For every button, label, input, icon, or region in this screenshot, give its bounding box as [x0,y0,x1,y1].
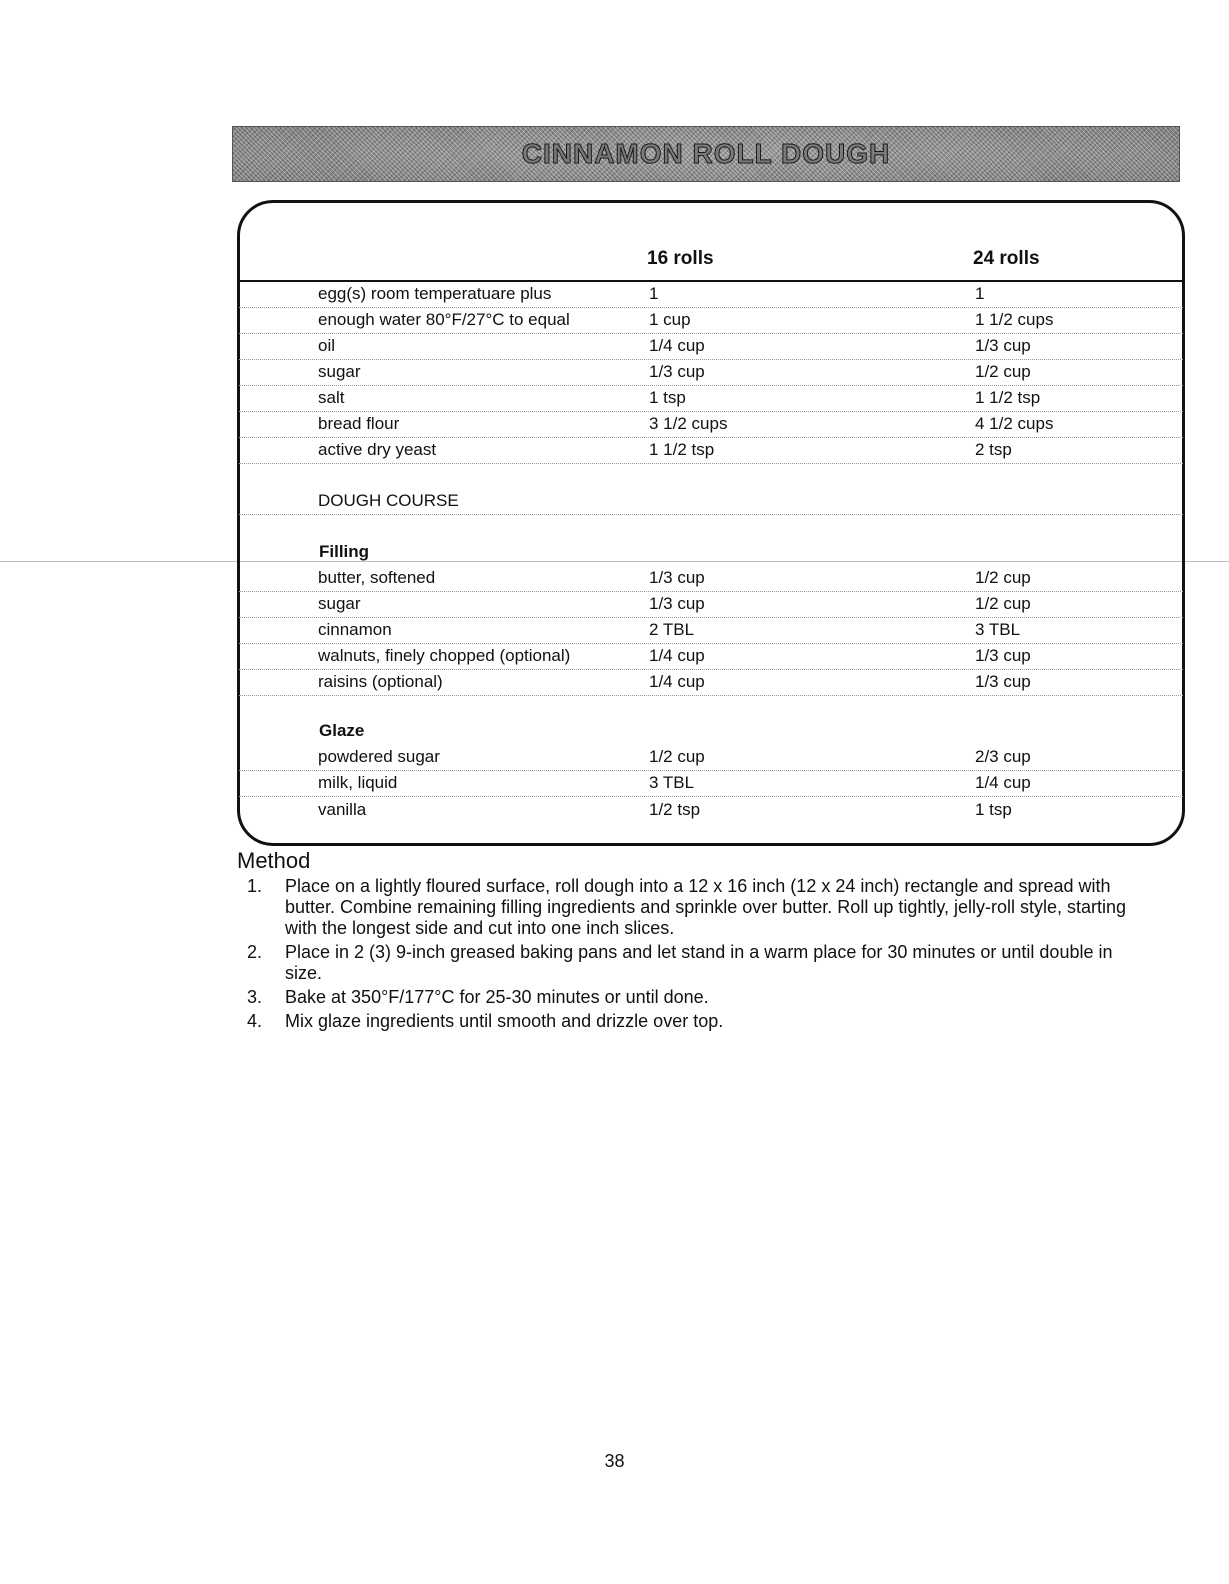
ingredient-amount-16: 1 tsp [649,388,686,407]
ingredient-name: bread flour [318,414,400,433]
ingredient-amount-24: 4 1/2 cups [975,414,1054,433]
ingredient-amount-16: 1/3 cup [649,594,705,613]
ingredient-row [239,360,1183,386]
ingredient-amount-16: 1 [649,284,659,303]
ingredient-amount-16: 1 cup [649,310,691,329]
ingredient-amount-24: 1 1/2 tsp [975,388,1041,407]
ingredient-name: vanilla [318,800,367,819]
ingredient-amount-16: 3 1/2 cups [649,414,728,433]
ingredient-name: powdered sugar [318,747,440,766]
ingredient-row [239,412,1183,438]
ingredient-name: oil [318,336,336,355]
ingredient-amount-24: 1/2 cup [975,594,1031,613]
ingredient-amount-24: 1 [975,284,985,303]
ingredient-name: sugar [318,362,361,381]
method-steps [240,876,1140,1035]
filling-row [239,566,1183,592]
ingredient-amount-24: 2 tsp [975,440,1012,459]
step-number: 4. [247,1011,263,1031]
filling-row [239,618,1183,644]
ingredient-amount-24: 1 tsp [975,800,1012,819]
ingredient-amount-24: 2/3 cup [975,747,1031,766]
ingredient-amount-16: 3 TBL [649,773,695,792]
ingredient-amount-16: 1/4 cup [649,646,705,665]
ingredient-name: milk, liquid [318,773,398,792]
column-header-16-rolls: 16 rolls [647,248,714,269]
step-number: 2. [247,942,263,962]
ingredient-row [239,438,1183,464]
method-step [240,1011,1140,1032]
step-text: Bake at 350°F/177°C for 25-30 minutes or until done. [285,987,709,1007]
ingredient-name: egg(s) room temperatuare plus [318,284,552,303]
ingredient-name: raisins (optional) [318,672,443,691]
ingredient-amount-24: 1/3 cup [975,672,1031,691]
ingredient-amount-24: 1/3 cup [975,646,1031,665]
course-row [239,489,1183,515]
ingredient-amount-16: 1/2 cup [649,747,705,766]
filling-row [239,592,1183,618]
page-number: 38 [604,1451,625,1471]
step-number: 1. [247,876,263,896]
filling-row [239,670,1183,696]
method-step [240,987,1140,1008]
ingredient-name: sugar [318,594,361,613]
course-label: DOUGH COURSE [318,491,459,510]
ingredient-name: active dry yeast [318,440,437,459]
ingredient-name: enough water 80°F/27°C to equal [318,310,570,329]
ingredient-amount-16: 1 1/2 tsp [649,440,715,459]
recipe-title: CINNAMON ROLL DOUGH [521,138,891,169]
ingredient-name: cinnamon [318,620,392,639]
step-text: Place on a lightly floured surface, roll dough into a 12 x 16 inch (12 x 24 inch) rectangle and spread with butter. Combine remaining filling ingredients and sprinkle over butter. Roll up tightly, jelly-roll style, starting with the longest side and cut into one inch slices. [285,876,1127,938]
ingredient-amount-24: 1/2 cup [975,362,1031,381]
method-step [240,876,1140,939]
ingredient-row [239,282,1183,308]
ingredient-name: salt [318,388,345,407]
ingredient-amount-24: 1/3 cup [975,336,1031,355]
method-step [240,942,1140,984]
glaze-row [239,745,1183,771]
ingredient-amount-16: 2 TBL [649,620,695,639]
glaze-row [239,771,1183,797]
title-banner [232,126,1180,182]
method-heading: Method [237,848,311,873]
ingredient-amount-16: 1/2 tsp [649,800,701,819]
ingredient-amount-16: 1/3 cup [649,568,705,587]
ingredient-row [239,386,1183,412]
glaze-row [239,797,1183,823]
ingredient-row [239,334,1183,360]
ingredient-amount-24: 1/4 cup [975,773,1031,792]
ingredient-name: walnuts, finely chopped (optional) [318,646,571,665]
ingredient-name: butter, softened [318,568,436,587]
glaze-heading: Glaze [319,721,365,740]
ingredient-amount-24: 1/2 cup [975,568,1031,587]
filling-row [239,644,1183,670]
ingredient-row [239,308,1183,334]
ingredient-amount-16: 1/3 cup [649,362,705,381]
step-text: Mix glaze ingredients until smooth and drizzle over top. [285,1011,724,1031]
ingredient-amount-16: 1/4 cup [649,336,705,355]
ingredient-amount-24: 1 1/2 cups [975,310,1054,329]
filling-heading: Filling [319,542,370,561]
ingredient-amount-24: 3 TBL [975,620,1021,639]
column-header-24-rolls: 24 rolls [973,248,1040,269]
ingredient-amount-16: 1/4 cup [649,672,705,691]
step-text: Place in 2 (3) 9-inch greased baking pans and let stand in a warm place for 30 minutes or until double in size. [285,942,1113,983]
step-number: 3. [247,987,263,1007]
